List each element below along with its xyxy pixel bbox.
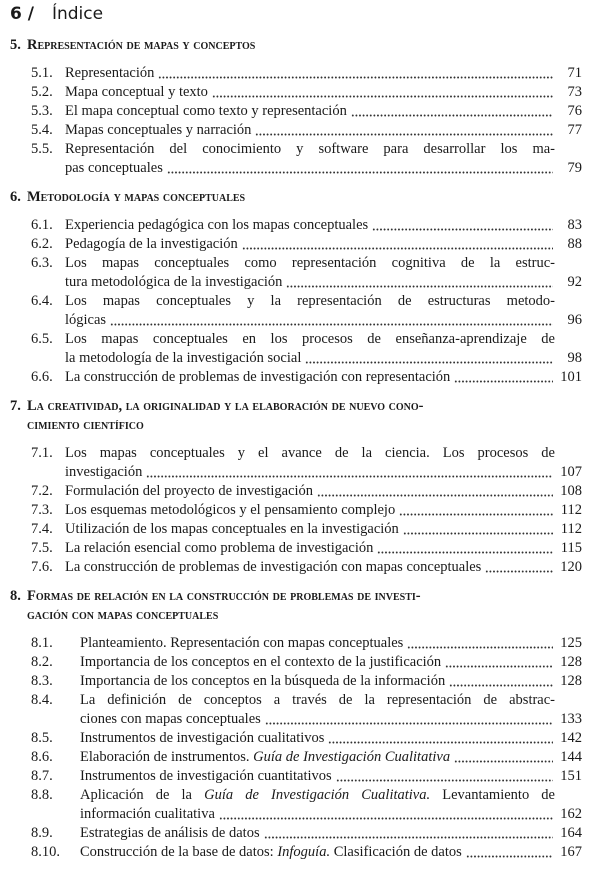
entry-text-segment: Levantamiento de: [430, 787, 555, 803]
entry-number: 8.7.: [31, 768, 53, 784]
toc-entry[interactable]: [0, 520, 600, 539]
entry-text: [65, 159, 163, 178]
section-heading: [0, 36, 600, 55]
entry-text-segment: Representación del conocimiento y software para desarrollar los ma-: [65, 141, 555, 157]
dot-leader: [317, 485, 553, 497]
entry-line: [65, 254, 555, 273]
section-title: [27, 188, 547, 207]
entry-text: [65, 311, 106, 330]
dot-leader: [336, 770, 553, 782]
entry-text: [80, 843, 462, 862]
entry-text: [65, 368, 450, 387]
entry-text-italic: Guía de Investigación Cualitativa: [253, 749, 451, 765]
entry-text-segment: La relación esencial como problema de investigación: [65, 540, 374, 556]
dot-leader: [219, 808, 553, 820]
entry-text: [80, 729, 324, 748]
page-number: 6 /: [10, 4, 34, 24]
toc-entry[interactable]: [0, 653, 600, 672]
entry-line: [65, 121, 582, 140]
entry-line: [65, 311, 582, 330]
entry-line: [80, 653, 582, 672]
toc-entry[interactable]: [0, 216, 600, 235]
entry-text-segment: Representación: [65, 65, 155, 81]
entry-page-number: 133: [560, 711, 582, 727]
dot-leader: [212, 86, 553, 98]
entry-line: [65, 102, 582, 121]
entry-text-segment: Los mapas conceptuales en los procesos de enseñanza-aprendizaje de: [65, 331, 555, 347]
entry-line: [65, 140, 555, 159]
section-title: [27, 587, 547, 625]
entry-line: [65, 558, 582, 577]
entry-text-segment: Construcción de la base de datos:: [80, 844, 278, 860]
toc-entry[interactable]: [0, 482, 600, 501]
dot-leader: [110, 314, 553, 326]
toc-section: [0, 36, 600, 178]
dot-leader: [146, 466, 553, 478]
entry-text-segment: Mapa conceptual y texto: [65, 84, 208, 100]
entry-text-segment: El mapa conceptual como texto y representación: [65, 103, 347, 119]
dot-leader: [167, 162, 553, 174]
entry-text-segment: Experiencia pedagógica con los mapas conceptuales: [65, 217, 369, 233]
entry-page-number: 88: [567, 236, 582, 252]
entry-page-number: 101: [560, 369, 582, 385]
section-title: [27, 36, 547, 55]
entry-text-segment: Formulación del proyecto de investigación: [65, 483, 314, 499]
entry-line: [65, 368, 582, 387]
dot-leader: [407, 637, 553, 649]
entry-line: [80, 729, 582, 748]
toc-entry[interactable]: [0, 292, 600, 330]
page-title: Índice: [51, 4, 104, 24]
entry-number: 6.6.: [31, 369, 53, 385]
dot-leader: [449, 675, 553, 687]
entry-line: [65, 539, 582, 558]
entry-number: 7.4.: [31, 521, 53, 537]
entry-text: [65, 235, 238, 254]
toc-entry[interactable]: [0, 83, 600, 102]
toc-entry[interactable]: [0, 558, 600, 577]
dot-leader: [403, 523, 553, 535]
entry-line: [80, 634, 582, 653]
toc-entry[interactable]: [0, 254, 600, 292]
toc-entry[interactable]: [0, 824, 600, 843]
dot-leader: [305, 352, 553, 364]
entry-text: [65, 102, 347, 121]
entry-number: 5.1.: [31, 65, 53, 81]
toc-entry[interactable]: [0, 748, 600, 767]
entry-page-number: 128: [560, 673, 582, 689]
entry-text-segment: lógicas: [65, 312, 107, 328]
entry-number: 8.10.: [31, 844, 60, 860]
toc-entry[interactable]: [0, 539, 600, 558]
section-heading: [0, 188, 600, 207]
entry-page-number: 107: [560, 464, 582, 480]
dot-leader: [351, 105, 553, 117]
entry-text: [80, 653, 441, 672]
entry-text-segment: La construcción de problemas de investigación con mapas conceptuales: [65, 559, 482, 575]
entry-number: 8.3.: [31, 673, 53, 689]
entry-text: [65, 558, 481, 577]
toc-section: [0, 397, 600, 577]
entry-text: [65, 121, 251, 140]
entry-page-number: 151: [560, 768, 582, 784]
dot-leader: [454, 751, 553, 763]
entry-line: [65, 463, 582, 482]
toc-entry[interactable]: [0, 729, 600, 748]
entry-page-number: 115: [560, 540, 582, 556]
entry-text-segment: investigación: [65, 464, 143, 480]
dot-leader: [372, 219, 553, 231]
entry-text-segment: pas conceptuales: [65, 160, 163, 176]
entry-text-segment: Los mapas conceptuales como representación cognitiva de la estruc-: [65, 255, 555, 271]
entry-text: [80, 672, 445, 691]
section-title-line: Metodología y mapas conceptuales: [27, 189, 246, 205]
entry-number: 6.2.: [31, 236, 53, 252]
page-header: [10, 2, 103, 26]
entry-line: [65, 83, 582, 102]
toc-entry[interactable]: [0, 444, 600, 482]
entry-text-segment: Elaboración de instrumentos.: [80, 749, 254, 765]
entry-line: [65, 235, 582, 254]
entry-text-segment: Mapas conceptuales y narración: [65, 122, 252, 138]
section-heading: [0, 587, 600, 625]
toc-section: [0, 188, 600, 387]
dot-leader: [328, 732, 553, 744]
dot-leader: [454, 371, 553, 383]
entry-line: [80, 824, 582, 843]
entry-number: 7.6.: [31, 559, 53, 575]
entry-number: 5.3.: [31, 103, 53, 119]
entry-number: 8.9.: [31, 825, 53, 841]
toc-entry[interactable]: [0, 121, 600, 140]
entry-text-segment: Aplicación de la: [80, 787, 205, 803]
entry-text-segment: Importancia de los conceptos en la búsqueda de la información: [80, 673, 446, 689]
entry-line: [65, 273, 582, 292]
entry-text-italic: Infoguía.: [277, 844, 331, 860]
entry-line: [65, 216, 582, 235]
section-title-line: gación con mapas conceptuales: [27, 607, 219, 623]
dot-leader: [485, 561, 553, 573]
toc-entry[interactable]: [0, 786, 600, 824]
dot-leader: [377, 542, 553, 554]
entry-text-segment: La definición de conceptos a través de la representación de abstrac-: [80, 692, 555, 708]
entry-number: 7.3.: [31, 502, 53, 518]
entry-line: [80, 805, 582, 824]
entry-text: [80, 824, 260, 843]
entry-page-number: 142: [560, 730, 582, 746]
entry-number: 6.4.: [31, 293, 53, 309]
entry-page-number: 164: [560, 825, 582, 841]
entry-text-segment: información cualitativa: [80, 806, 215, 822]
entry-text-segment: Utilización de los mapas conceptuales en la investigación: [65, 521, 399, 537]
entry-line: [80, 672, 582, 691]
entry-text: [65, 482, 313, 501]
dot-leader: [242, 238, 553, 250]
entry-page-number: 128: [560, 654, 582, 670]
entry-number: 7.2.: [31, 483, 53, 499]
entry-line: [65, 292, 555, 311]
entry-number: 6.5.: [31, 331, 53, 347]
entry-line: [80, 786, 555, 805]
entry-text-segment: Estrategias de análisis de datos: [80, 825, 260, 841]
entry-line: [80, 843, 582, 862]
entry-text-segment: La construcción de problemas de investigación con representación: [65, 369, 451, 385]
entry-line: [80, 691, 555, 710]
entry-page-number: 83: [567, 217, 582, 233]
entry-page-number: 108: [560, 483, 582, 499]
section-number: 7.: [10, 398, 21, 414]
section-title-line: cimiento científico: [27, 417, 144, 433]
entry-text: [80, 805, 215, 824]
entry-text-segment: Pedagogía de la investigación: [65, 236, 238, 252]
entry-page-number: 77: [567, 122, 582, 138]
entry-page-number: 144: [560, 749, 582, 765]
entry-line: [65, 330, 555, 349]
toc-entry[interactable]: [0, 691, 600, 729]
toc-entry[interactable]: [0, 102, 600, 121]
entry-number: 6.1.: [31, 217, 53, 233]
entry-text-segment: Planteamiento. Representación con mapas conceptuales: [80, 635, 404, 651]
entry-text: [65, 501, 395, 520]
entry-line: [65, 444, 555, 463]
entry-line: [80, 748, 582, 767]
section-number: 6.: [10, 189, 21, 205]
entry-page-number: 79: [567, 160, 582, 176]
entry-text-segment: ciones con mapas conceptuales: [80, 711, 261, 727]
entry-text: [65, 216, 368, 235]
dot-leader: [158, 67, 553, 79]
entry-page-number: 98: [567, 350, 582, 366]
toc-entry[interactable]: [0, 501, 600, 520]
dot-leader: [286, 276, 553, 288]
entry-page-number: 162: [560, 806, 582, 822]
entry-page-number: 120: [560, 559, 582, 575]
entry-number: 5.5.: [31, 141, 53, 157]
entry-text-segment: tura metodológica de la investigación: [65, 274, 283, 290]
entry-line: [65, 501, 582, 520]
dot-leader: [399, 504, 553, 516]
entry-line: [65, 64, 582, 83]
entry-page-number: 112: [560, 502, 582, 518]
entry-page-number: 96: [567, 312, 582, 328]
table-of-contents: [0, 36, 600, 872]
entry-text-segment: Clasificación de datos: [330, 844, 462, 860]
entry-page-number: 167: [560, 844, 582, 860]
entry-page-number: 76: [567, 103, 582, 119]
entry-line: [65, 349, 582, 368]
entry-text: [65, 539, 373, 558]
entry-number: 7.5.: [31, 540, 53, 556]
entry-number: 8.1.: [31, 635, 53, 651]
entry-number: 8.8.: [31, 787, 53, 803]
entry-text: [80, 767, 332, 786]
entry-number: 8.5.: [31, 730, 53, 746]
toc-entry[interactable]: [0, 672, 600, 691]
dot-leader: [264, 827, 553, 839]
entry-text: [65, 273, 282, 292]
entry-page-number: 112: [560, 521, 582, 537]
section-title-line: Formas de relación en la construcción de problemas de investi-: [27, 588, 421, 604]
entry-page-number: 92: [567, 274, 582, 290]
entry-text-segment: Los mapas conceptuales y el avance de la ciencia. Los procesos de: [65, 445, 555, 461]
toc-entry[interactable]: [0, 767, 600, 786]
entry-text: [80, 748, 450, 767]
toc-entry[interactable]: [0, 843, 600, 862]
entry-number: 8.2.: [31, 654, 53, 670]
entry-number: 8.4.: [31, 692, 53, 708]
entry-line: [80, 767, 582, 786]
toc-entry[interactable]: [0, 330, 600, 368]
section-heading: [0, 397, 600, 435]
toc-entry[interactable]: [0, 634, 600, 653]
entry-text-segment: la metodología de la investigación social: [65, 350, 302, 366]
dot-leader: [445, 656, 553, 668]
section-number: 5.: [10, 37, 21, 53]
toc-entry[interactable]: [0, 64, 600, 83]
entry-text-segment: Los esquemas metodológicos y el pensamiento complejo: [65, 502, 396, 518]
entry-number: 5.4.: [31, 122, 53, 138]
entry-number: 5.2.: [31, 84, 53, 100]
entry-page-number: 125: [560, 635, 582, 651]
section-title: [27, 397, 547, 435]
entry-text-segment: Instrumentos de investigación cuantitativos: [80, 768, 332, 784]
entry-text: [65, 349, 301, 368]
entry-text: [65, 64, 154, 83]
section-title-line: Representación de mapas y conceptos: [27, 37, 256, 53]
dot-leader: [255, 124, 553, 136]
entry-page-number: 71: [567, 65, 582, 81]
entry-number: 7.1.: [31, 445, 53, 461]
toc-entry[interactable]: [0, 140, 600, 178]
entry-text-segment: Los mapas conceptuales y la representación de estructuras metodo-: [65, 293, 555, 309]
dot-leader: [265, 713, 553, 725]
entry-text: [65, 520, 399, 539]
entry-text-segment: Importancia de los conceptos en el contexto de la justificación: [80, 654, 442, 670]
entry-number: 6.3.: [31, 255, 53, 271]
entry-text: [65, 83, 208, 102]
entry-page-number: 73: [567, 84, 582, 100]
section-title-line: La creatividad, la originalidad y la elaboración de nuevo cono-: [27, 398, 424, 414]
entry-text: [80, 710, 261, 729]
entry-text-italic: Guía de Investigación Cualitativa.: [204, 787, 431, 803]
entry-line: [65, 520, 582, 539]
entry-text: [80, 634, 403, 653]
entry-number: 8.6.: [31, 749, 53, 765]
dot-leader: [466, 846, 553, 858]
entry-text: [65, 463, 142, 482]
entry-text-segment: Instrumentos de investigación cualitativos: [80, 730, 325, 746]
toc-entry[interactable]: [0, 235, 600, 254]
entry-line: [65, 159, 582, 178]
entry-line: [80, 710, 582, 729]
section-number: 8.: [10, 588, 21, 604]
toc-section: [0, 587, 600, 862]
entry-line: [65, 482, 582, 501]
toc-entry[interactable]: [0, 368, 600, 387]
